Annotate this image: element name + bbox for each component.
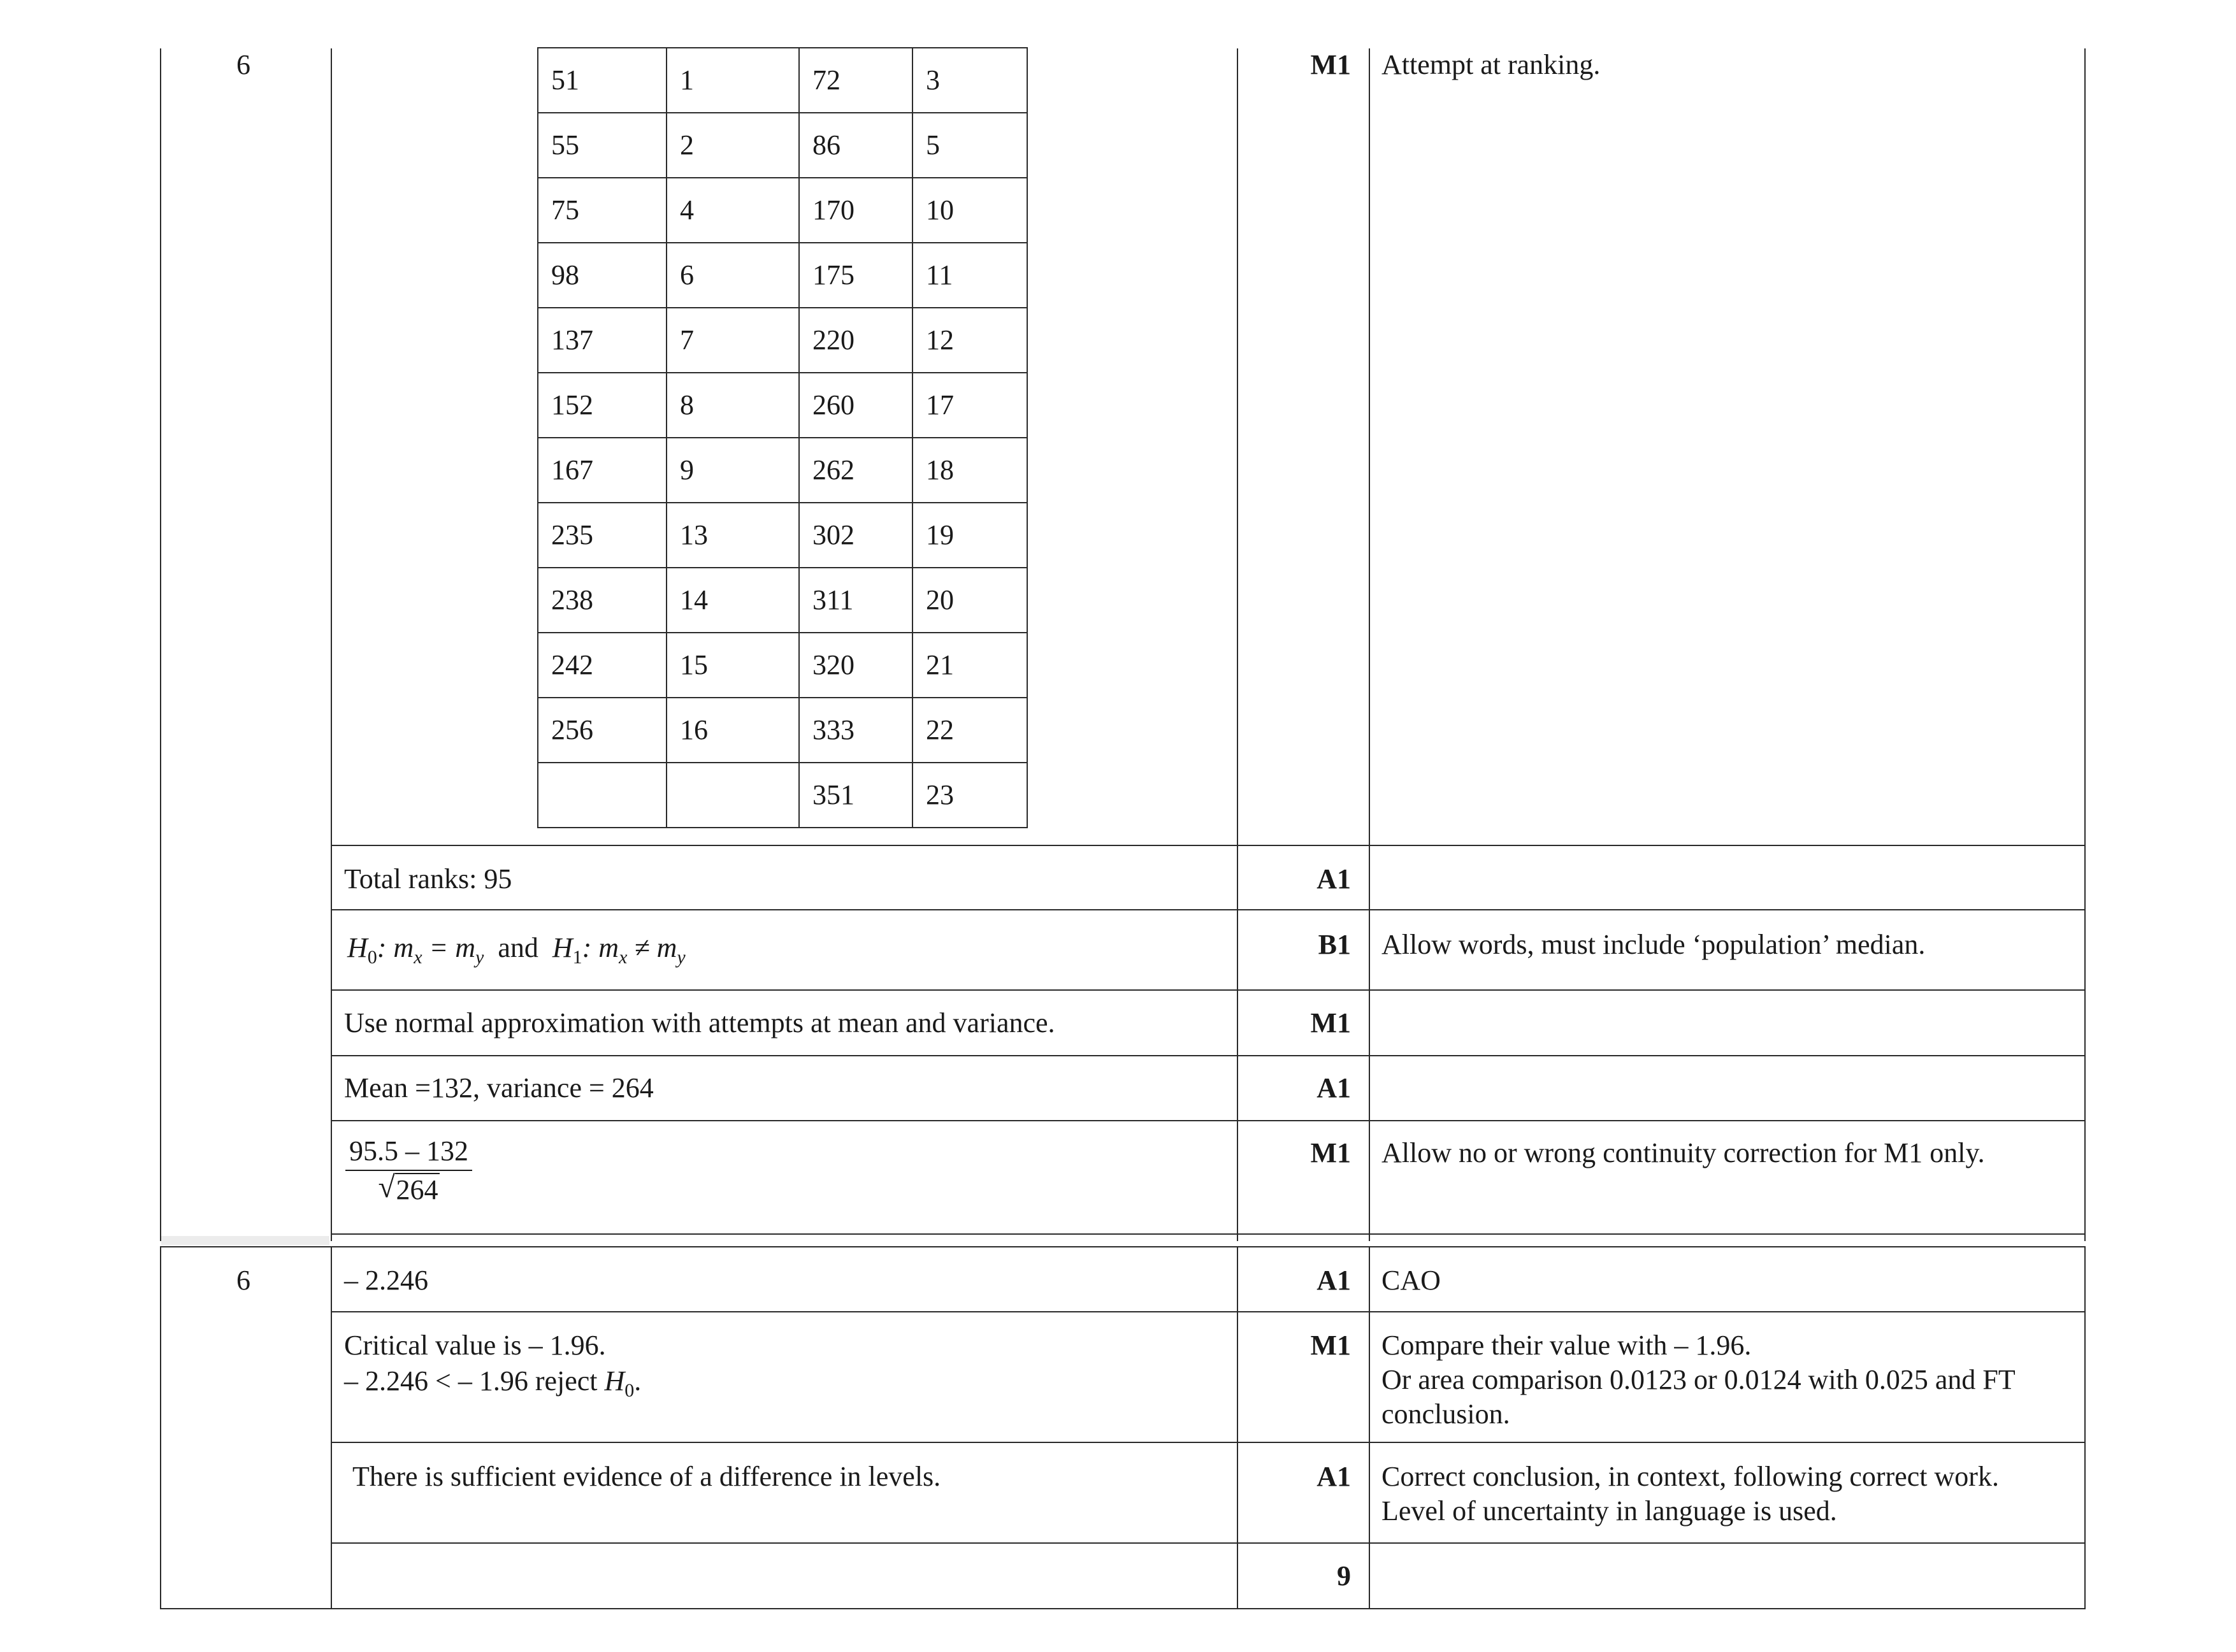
table-cell: 5 (926, 129, 940, 161)
fraction-denominator: 264 (396, 1174, 438, 1205)
table-cell: 137 (551, 324, 593, 356)
table-cell: 19 (926, 519, 954, 550)
mark-code: A1 (1316, 1461, 1351, 1492)
table-cell: 333 (812, 714, 855, 745)
answer-text: Use normal approximation with attempts at mean and variance. (344, 1007, 1055, 1038)
mark-code: A1 (1316, 1265, 1351, 1296)
table-cell: 167 (551, 454, 593, 485)
table-cell: 262 (812, 454, 855, 485)
table-cell: 20 (926, 584, 954, 615)
answer-text: Mean =132, variance = 264 (344, 1072, 654, 1103)
mark-code: M1 (1310, 1137, 1351, 1168)
answer-text: – 2.246 (344, 1265, 428, 1296)
table-cell: 17 (926, 389, 954, 420)
table-cell: 72 (812, 64, 840, 96)
table-cell: 311 (812, 584, 854, 615)
table-cell: 170 (812, 194, 855, 226)
mark-code: M1 (1310, 49, 1351, 80)
table-cell: 11 (926, 259, 953, 291)
examiner-note: Correct conclusion, in context, following correct work. (1381, 1461, 1999, 1492)
mark-code: M1 (1310, 1330, 1351, 1361)
fraction-numerator: 95.5 – 132 (345, 1133, 472, 1171)
table-cell: 51 (551, 64, 579, 96)
examiner-note: Level of uncertainty in language is used. (1381, 1495, 1837, 1526)
examiner-note: conclusion. (1381, 1398, 1510, 1430)
table-cell: 9 (680, 454, 694, 485)
table-cell: 351 (812, 779, 855, 810)
examiner-note: CAO (1381, 1265, 1441, 1296)
ranking-table (537, 47, 1027, 828)
table-cell: 175 (812, 259, 855, 291)
answer-text: Critical value is – 1.96. (344, 1330, 606, 1361)
table-cell: 7 (680, 324, 694, 356)
table-cell: 2 (680, 129, 694, 161)
table-cell: 260 (812, 389, 855, 420)
table-cell: 6 (680, 259, 694, 291)
table-cell: 14 (680, 584, 708, 615)
question-number: 6 (236, 49, 250, 80)
table-cell: 16 (680, 714, 708, 745)
table-cell: 256 (551, 714, 593, 745)
table-cell: 320 (812, 649, 855, 680)
examiner-note: Allow words, must include ‘population’ median. (1381, 929, 1926, 960)
mark-code: M1 (1310, 1007, 1351, 1038)
table-cell: 75 (551, 194, 579, 226)
examiner-note: Compare their value with – 1.96. (1381, 1330, 1752, 1361)
table-cell: 3 (926, 64, 940, 96)
table-cell: 86 (812, 129, 840, 161)
examiner-note: Or area comparison 0.0123 or 0.0124 with 0.025 and FT (1381, 1364, 2016, 1395)
table-cell: 23 (926, 779, 954, 810)
table-cell: 8 (680, 389, 694, 420)
examiner-note: Attempt at ranking. (1381, 49, 1601, 80)
table-cell: 12 (926, 324, 954, 356)
answer-text: There is sufficient evidence of a difference in levels. (352, 1461, 941, 1492)
mark-code: A1 (1316, 863, 1351, 894)
table-cell: 1 (680, 64, 694, 96)
table-cell: 238 (551, 584, 593, 615)
table-cell: 98 (551, 259, 579, 291)
table-cell: 55 (551, 129, 579, 161)
table-cell: 21 (926, 649, 954, 680)
table-cell: 18 (926, 454, 954, 485)
table-cell: 242 (551, 649, 593, 680)
table-cell: 15 (680, 649, 708, 680)
answer-text: Total ranks: 95 (344, 863, 512, 894)
answer-text: – 2.246 < – 1.96 reject $H_0$. (344, 1365, 642, 1401)
z-score-fraction (345, 1133, 472, 1209)
question-number: 6 (236, 1265, 250, 1296)
table-cell: 220 (812, 324, 855, 356)
table-cell: 235 (551, 519, 593, 550)
mark-code: B1 (1318, 929, 1351, 960)
sqrt-symbol: √ (378, 1170, 395, 1204)
table-cell: 302 (812, 519, 855, 550)
hypothesis-statement: $H_0$: $m_x = m_y$ and $H_1$: $m_x \ne m_y$ (347, 932, 686, 968)
mark-code: A1 (1316, 1072, 1351, 1103)
table-cell: 4 (680, 194, 694, 226)
table-cell: 152 (551, 389, 593, 420)
examiner-note: Allow no or wrong continuity correction for M1 only. (1381, 1137, 1985, 1168)
page-gap (161, 1236, 329, 1245)
total-marks: 9 (1337, 1560, 1351, 1591)
table-cell: 22 (926, 714, 954, 745)
table-cell: 10 (926, 194, 954, 226)
table-cell: 13 (680, 519, 708, 550)
